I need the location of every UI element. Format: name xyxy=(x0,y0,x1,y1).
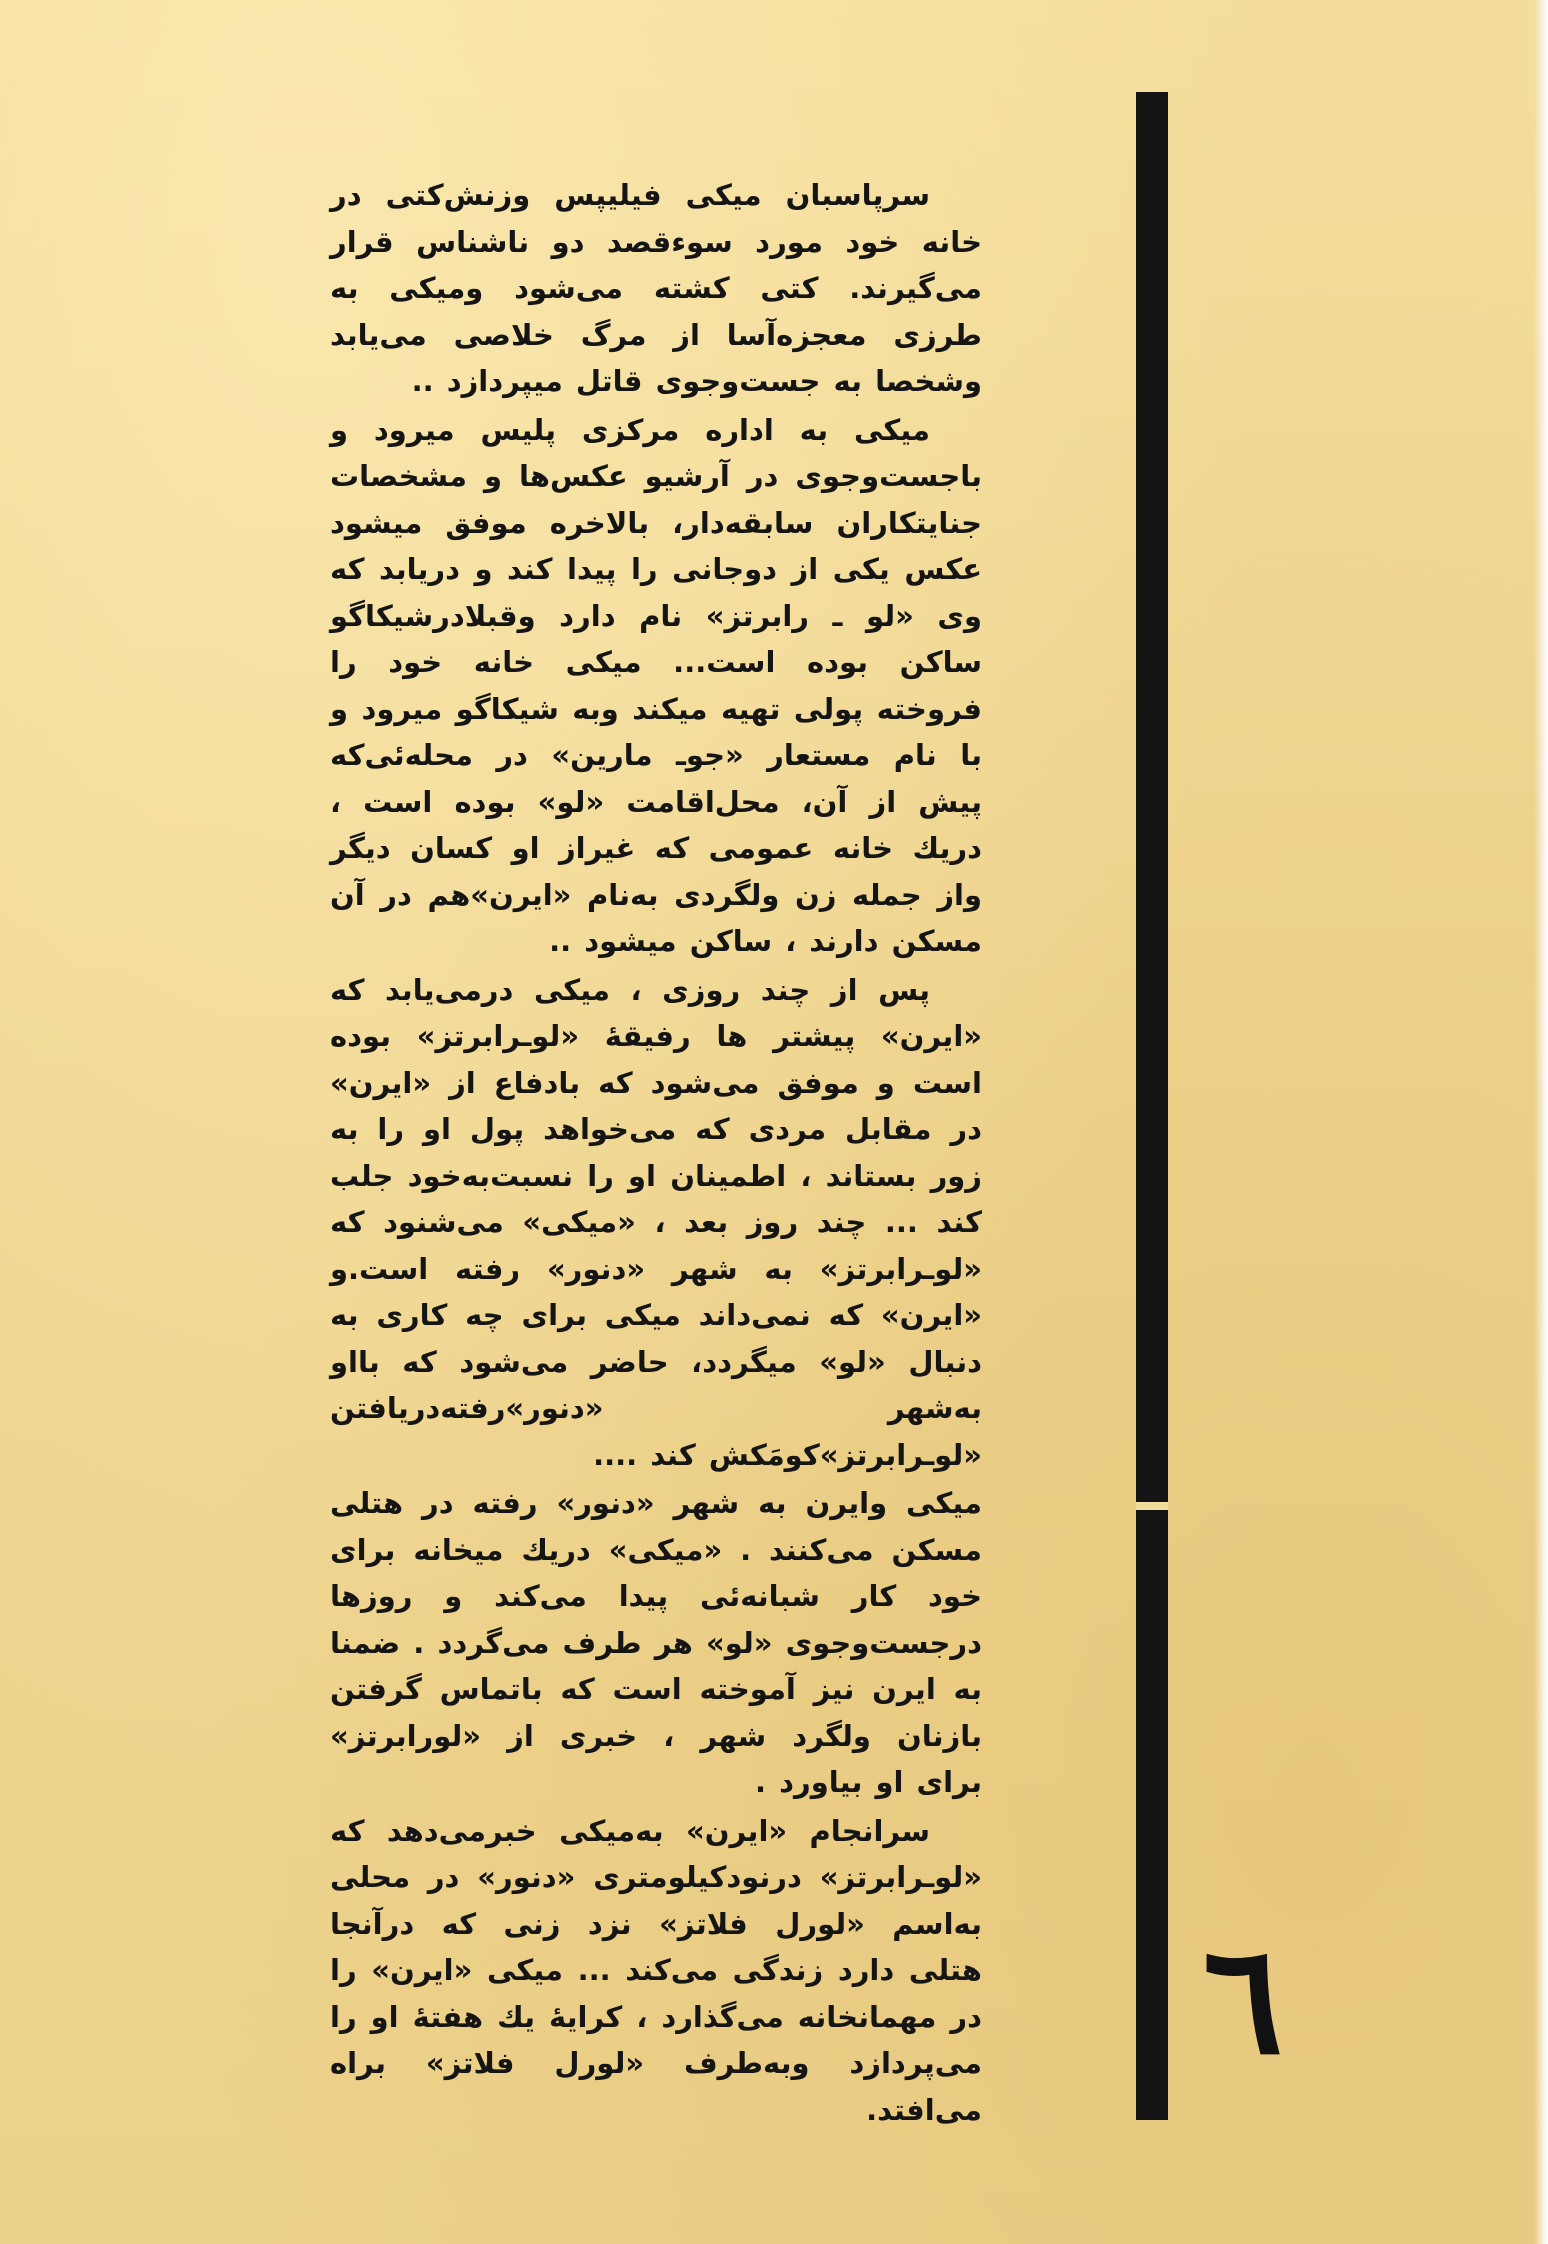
page-edge xyxy=(1534,0,1548,2244)
paragraph-1: سرپاسبان میکی فیلیپس وزنش‌کتی در خانه خود مورد سوءقصد دو ناشناس قرار می‌گیرند. کتی کشته می‌شود ومیکی به طرزی معجزه‌آسا از مرگ خلاصی می‌یابد وشخصا به جست‌وجوی قاتل میپردازد .. xyxy=(330,178,982,398)
vertical-rule-bottom xyxy=(1136,1510,1168,2120)
vertical-rule-top xyxy=(1136,92,1168,1502)
paragraph-5: سرانجام «ایرن» به‌میکی خبرمی‌دهد که «لوـرابرتز» درنودکیلومتری «دنور» در محلی به‌اسم «لورل فلاتز» نزد زنی که درآنجا هتلی دارد زندگی می‌کند ... میکی «ایرن» را در مهمانخانه می‌گذارد ، کرایهٔ یك هفتهٔ او را می‌پردازد وبه‌طرف «لورل فلاتز» براه می‌افتد. xyxy=(330,1813,982,2127)
paragraph-2: میکی به اداره مرکزی پلیس میرود و باجست‌وجوی در آرشیو عکس‌ها و مشخصات جنایتکاران سابقه‌دار، بالاخره موفق میشود عکس یکی از دوجانی را پیدا کند و دریابد که وی «لو ـ رابرتز» نام دارد وقبلادرشیکاگو ساکن بوده است... میکی خانه خود را فروخته پولی تهیه میکند وبه شیکاگو میرود و با نام مستعار «جوـ مارین» در محله‌ئی‌که پیش از آن، محل‌اقامت «لو» بوده است ، دریك خانه عمومی که غیراز او کسان دیگر واز جمله زن ولگردی به‌نام «ایرن»هم در آن مسکن دارند ، ساکن میشود .. xyxy=(330,412,982,958)
article-text xyxy=(330,172,982,2135)
vertical-rule-gap xyxy=(1136,1502,1168,1510)
paragraph-3: پس از چند روزی ، میکی درمی‌یابد که «ایرن» پیشتر ها رفیقهٔ «لوـرابرتز» بوده است و موفق می‌شود که بادفاع از «ایرن» در مقابل مردی که می‌خواهد پول او را به زور بستاند ، اطمینان او را نسبت‌به‌خود جلب کند ... چند روز بعد ، «میکی» می‌شنود که «لوـرابرتز» به شهر «دنور» رفته است.و «ایرن» که نمی‌داند میکی برای چه کاری به دنبال «لو» میگردد، حاضر می‌شود که بااو به‌شهر «دنور»رفته‌دریافتن «لوـرابرتز»کومَکش کند .... xyxy=(330,972,982,1472)
paragraph-4: میکی وایرن به شهر «دنور» رفته در هتلی مسکن می‌کنند . «میکی» دریك میخانه برای خود کار شبانه‌ئی پیدا می‌کند و روزها درجست‌وجوی «لو» هر طرف می‌گردد . ضمنا به ایرن نیز آموخته است که باتماس گرفتن بازنان ولگرد شهر ، خبری از «لورابرتز» برای او بیاورد . xyxy=(330,1486,982,1799)
page-number: ٦ xyxy=(1202,1912,1284,2088)
